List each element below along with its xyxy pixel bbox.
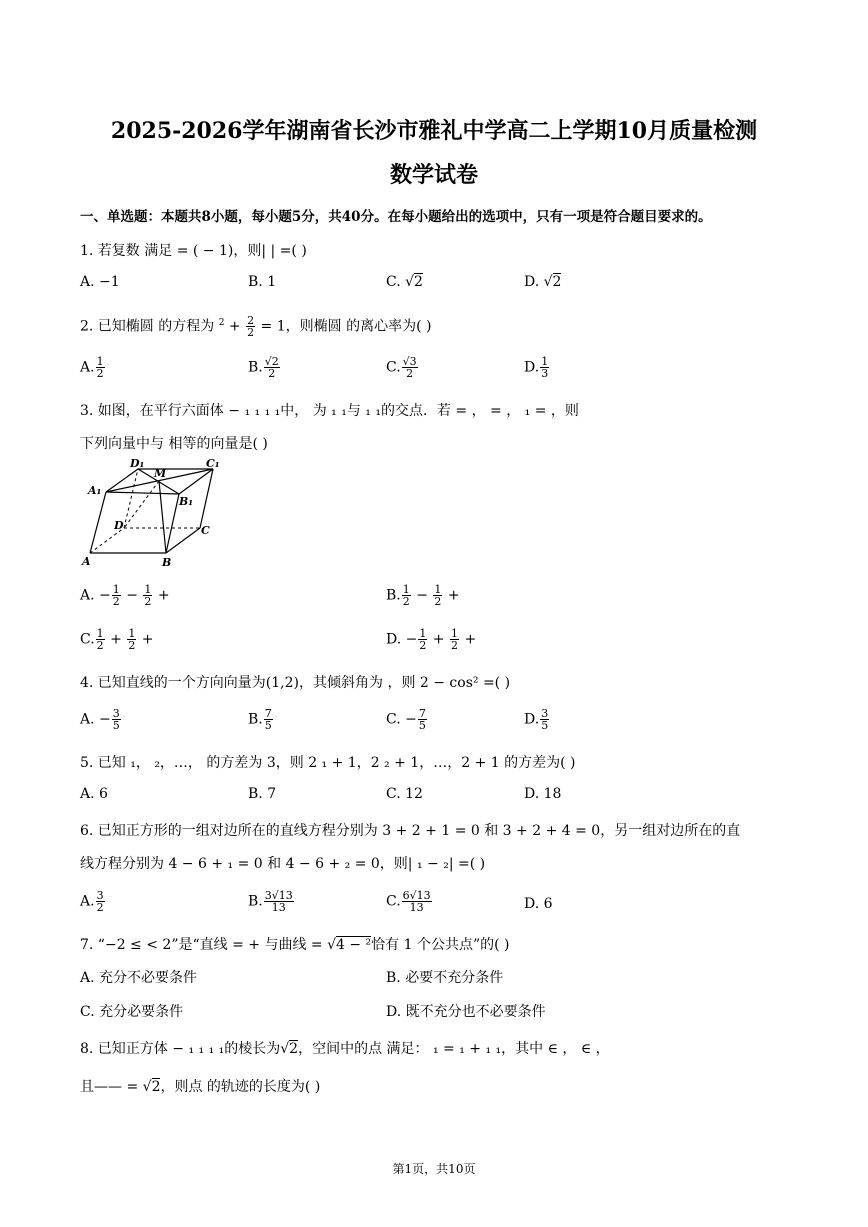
question-1-option-b: B. 1 — [248, 274, 277, 290]
question-2-option-d: D. $\frac{1}{3}$ — [524, 355, 549, 380]
question-5-option-d: D. 18 — [524, 786, 562, 802]
page-footer: 第1页，共10页 — [392, 1162, 476, 1176]
label-a1: A₁ — [88, 484, 102, 497]
question-2-option-a: A. $\frac{1}{2}$ — [80, 355, 104, 380]
question-3-line-1: 3. 如图，在平行六面体 − ₁ ₁ ₁ ₁中， 为 ₁ ₁与 ₁ ₁的交点．若 = ， = ， ₁ = ，则 — [80, 403, 579, 419]
question-6-option-c: C. $\frac{6√13}{13}$ — [386, 889, 431, 914]
question-5-stem: 5. 已知 ₁， ₂，…， 的方差为 3，则 2 ₁ + 1，2 ₂ + 1，…，2 + 1 的方差为( ) — [80, 755, 576, 771]
label-c1: C₁ — [206, 457, 220, 470]
question-5-option-a: A. 6 — [80, 786, 108, 802]
question-3-line-2: 下列向量中与 相等的向量是( ) — [80, 436, 268, 452]
question-4-stem: 4. 已知直线的一个方向向量为(1,2)，其倾斜角为 ，则 2 − cos² =( ) — [80, 675, 511, 691]
question-7-option-d: D. 既不充分也不必要条件 — [386, 1004, 546, 1020]
question-2-stem: 2. 已知椭圆 的方程为 $^2$ + $\frac{2}{2}$ = 1，则椭圆 的离心率为( ) — [80, 314, 432, 340]
question-6-option-b: B. $\frac{3√13}{13}$ — [248, 889, 293, 914]
page-subtitle: 数学试卷 — [389, 162, 478, 188]
question-7-option-a: A. 充分不必要条件 — [80, 970, 198, 986]
question-6-option-d: D. 6 — [524, 896, 553, 912]
label-d: D — [114, 519, 124, 532]
label-c: C — [201, 524, 210, 537]
question-8-line-2: 且—— = √2，则点 的轨迹的长度为( ) — [80, 1079, 321, 1095]
label-m: M — [154, 467, 167, 480]
question-2-option-b: B. $\frac{√2}{2}$ — [248, 355, 279, 380]
question-5-option-c: C. 12 — [386, 786, 423, 802]
question-6-option-a: A. $\frac{3}{2}$ — [80, 889, 104, 914]
question-7-option-c: C. 充分必要条件 — [80, 1004, 184, 1020]
question-5-option-b: B. 7 — [248, 786, 277, 802]
label-b: B — [162, 556, 172, 569]
question-1-option-a: A. −1 — [80, 274, 120, 290]
question-3-option-a: A. − $\frac{1}{2}$ − $\frac{1}{2}$ + — [80, 583, 170, 608]
question-7-option-b: B. 必要不充分条件 — [386, 970, 504, 986]
question-6-line-1: 6. 已知正方形的一组对边所在的直线方程分别为 3 + 2 + 1 = 0 和 3 + 2 + 4 = 0，另一组对边所在的直 — [80, 823, 741, 839]
question-7-stem: 7. “−2 ≤ < 2”是“直线 = + 与曲线 = √4 − ²恰有 1 个公共点”的( ) — [80, 937, 510, 953]
question-3-option-b: B. $\frac{1}{2}$ − $\frac{1}{2}$ + — [386, 583, 460, 608]
square-exponent: 2 — [218, 318, 225, 328]
page-title: 2025-2026学年湖南省长沙市雅礼中学高二上学期10月质量检测 — [110, 118, 758, 144]
label-b1: B₁ — [179, 495, 194, 508]
question-1-option-d: D. √2 — [524, 274, 562, 290]
fraction: $\frac{2}{2}$ — [247, 314, 255, 340]
question-1-stem: 1. 若复数 满足 = ( − 1)，则| | =( ) — [80, 243, 307, 259]
label-a: A — [82, 555, 91, 568]
label-d1: D₁ — [130, 457, 145, 470]
question-8-line-1: 8. 已知正方体 − ₁ ₁ ₁ ₁的棱长为√2，空间中的点 满足： ₁ = ₁ + ₁ ₁，其中 ∈ ， ∈ ， — [80, 1041, 610, 1057]
question-4-option-b: B. $\frac{7}{5}$ — [248, 707, 272, 732]
question-4-option-c: C. − $\frac{7}{5}$ — [386, 707, 426, 732]
question-3-option-c: C. $\frac{1}{2}$ + $\frac{1}{2}$ + — [80, 627, 154, 652]
question-6-line-2: 线方程分别为 4 − 6 + ₁ = 0 和 4 − 6 + ₂ = 0，则| ₁ − ₂| =( ) — [80, 856, 486, 872]
section-header: 一、单选题：本题共8小题，每小题5分，共40分。在每小题给出的选项中，只有一项是符合题目要求的。 — [80, 209, 712, 225]
question-4-option-a: A. − $\frac{3}{5}$ — [80, 707, 120, 732]
parallelepiped-figure — [78, 456, 248, 572]
question-3-option-d: D. − $\frac{1}{2}$ + $\frac{1}{2}$ + — [386, 627, 477, 652]
question-1-option-c: C. √2 — [386, 274, 423, 290]
question-4-option-d: D. $\frac{3}{5}$ — [524, 707, 549, 732]
question-2-option-c: C. $\frac{√3}{2}$ — [386, 355, 417, 380]
